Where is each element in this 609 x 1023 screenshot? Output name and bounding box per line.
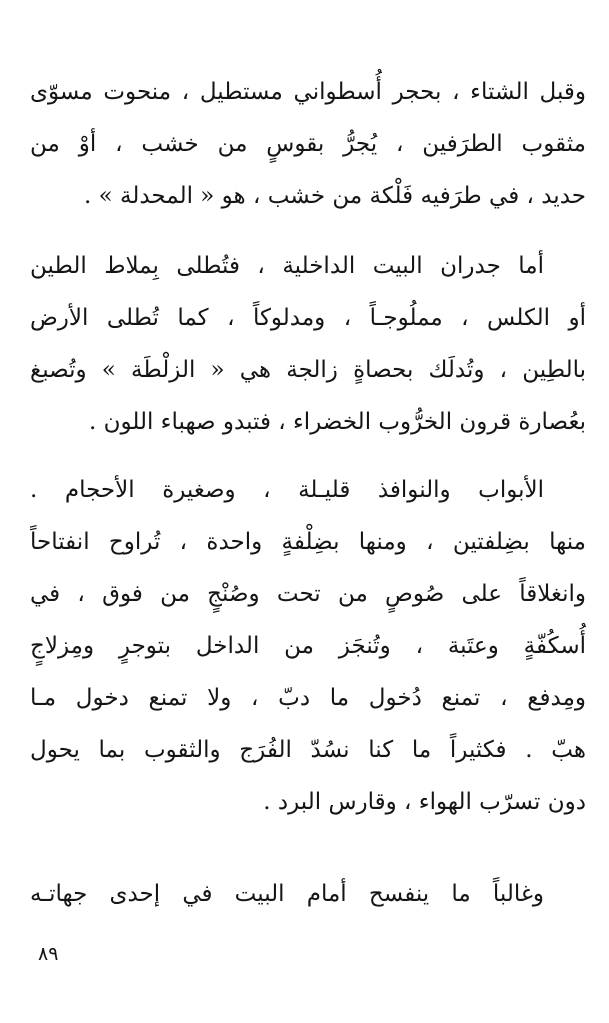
text-line: هبّ . فكثيراً ما كنا نسُدّ الفُرَج والثقوب بما يحول (30, 737, 586, 763)
text-line: أو الكلس ، مملُوجـاً ، ومدلوكاً ، كما تُطلى الأرض (30, 305, 586, 331)
text-line: وانغلاقاً على صُوصٍ من تحت وصُنْجٍ من فوق ، في (30, 581, 586, 607)
text-line: منها بضِلفتين ، ومنها بضِلْفةٍ واحدة ، تُراوح انفتاحاً (30, 529, 586, 555)
text-line: وغالباً ما ينفسح أمام البيت في إحدى جهاتـه (30, 881, 544, 907)
text-line: مثقوب الطرَفين ، يُجرُّ بقوسٍ من خشب ، أوْ من (30, 131, 586, 157)
paragraph-3 (30, 464, 586, 828)
text-line: وقبل الشتاء ، بحجر أُسطواني مستطيل ، منحوت مسوّى (30, 79, 586, 105)
text-line: الأبواب والنوافذ قليـلة ، وصغيرة الأحجام . (30, 477, 544, 503)
paragraph-4 (30, 868, 586, 920)
text-line: بالطِين ، وتُدلَك بحصاةٍ زالجة هي « الزلْطَة » وتُصبغ (30, 357, 586, 383)
paragraph-2 (30, 240, 586, 448)
text-line: دون تسرّب الهواء ، وقارس البرد . (263, 789, 586, 815)
paragraph-1 (30, 66, 586, 222)
text-line: أُسكُفّةٍ وعتَبة ، وتُنجَز من الداخل بتوجرٍ ومِزلاجٍ (30, 633, 586, 659)
text-line: حديد ، في طرَفيه فَلْكة من خشب ، هو « المحدلة » . (84, 183, 586, 209)
text-line: بعُصارة قرون الخرُّوب الخضراء ، فتبدو صهباء اللون . (88, 409, 586, 435)
text-line: أما جدران البيت الداخلية ، فتُطلى بِملاط الطين (30, 253, 544, 279)
page-number: ٨٩ (38, 943, 59, 965)
text-line: ومِدفع ، تمنع دُخول ما دبّ ، ولا تمنع دخول مـا (30, 685, 586, 711)
